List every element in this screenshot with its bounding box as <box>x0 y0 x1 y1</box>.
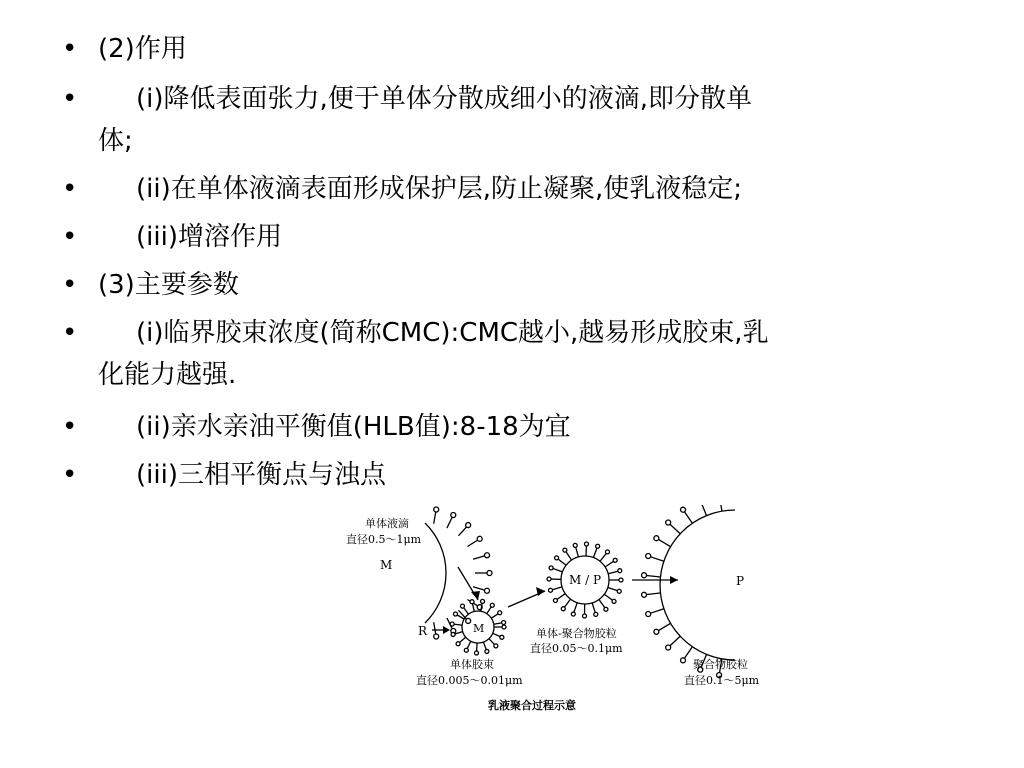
droplet-size: 直径0.5～1μm <box>346 533 422 546</box>
surfactant-head-icon <box>646 554 651 559</box>
surfactant-head-icon <box>654 536 659 541</box>
surfactant-tail <box>473 556 485 559</box>
surfactant-tail <box>460 637 466 642</box>
surfactant-tail <box>557 594 565 600</box>
surfactant-head-icon <box>477 536 482 541</box>
surfactant-tail <box>647 593 661 595</box>
bullet-marker: • <box>62 222 78 252</box>
surfactant-tail <box>552 587 562 590</box>
p-symbol: P <box>736 574 745 588</box>
surfactant-tail <box>599 600 605 608</box>
surfactant-head-icon <box>549 566 553 570</box>
emulsion-polymerization-diagram <box>340 505 790 720</box>
surfactant-head-icon <box>561 607 565 611</box>
bullet-text: (2)作用 <box>98 34 187 64</box>
bullet-marker: • <box>62 412 78 442</box>
surfactant-head-icon <box>451 632 455 636</box>
bullet-marker: • <box>62 174 78 204</box>
arrowhead-icon <box>471 591 480 600</box>
mp-label: 单体-聚合物胶粒 <box>536 627 617 640</box>
surfactant-head-icon <box>642 592 647 597</box>
surfactant-tail <box>659 539 671 546</box>
surfactant-head-icon <box>547 577 551 581</box>
arrowhead-icon <box>670 576 678 584</box>
micelle-size: 直径0.005～0.01μm <box>416 674 523 687</box>
bullet-marker: • <box>62 34 78 64</box>
surfactant-head-icon <box>584 542 588 546</box>
surfactant-head-icon <box>470 600 474 604</box>
surfactant-head-icon <box>485 588 490 593</box>
surfactant-head-icon <box>485 649 489 653</box>
bullet-text: (ii)亲水亲油平衡值(HLB值):8-18为宜 <box>136 412 571 442</box>
surfactant-head-icon <box>498 611 502 615</box>
surfactant-tail <box>593 548 597 557</box>
surfactant-head-icon <box>619 578 623 582</box>
surfactant-head-icon <box>604 607 608 611</box>
surfactant-tail <box>434 512 436 524</box>
surfactant-head-icon <box>646 611 651 616</box>
droplet-symbol: M <box>380 558 393 572</box>
surfactant-tail <box>592 603 595 613</box>
surfactant-tail <box>651 609 664 613</box>
surfactant-head-icon <box>654 629 659 634</box>
bullet-text: (iii)增溶作用 <box>136 222 282 252</box>
surfactant-tail <box>670 524 680 534</box>
arrowhead-icon <box>443 626 450 634</box>
monomer-droplet-arc <box>425 523 446 623</box>
surfactant-tail <box>564 599 570 607</box>
bullet-text-continuation: 体; <box>98 126 133 156</box>
surfactant-tail <box>605 561 613 566</box>
surfactant-tail <box>493 633 500 636</box>
surfactant-head-icon <box>453 612 457 616</box>
surfactant-tail <box>483 642 486 650</box>
surfactant-tail <box>458 527 466 536</box>
surfactant-tail <box>473 587 485 590</box>
surfactant-head-icon <box>502 625 506 629</box>
surfactant-head-icon <box>583 614 587 618</box>
surfactant-head-icon <box>563 548 567 552</box>
surfactant-tail <box>576 547 579 557</box>
surfactant-head-icon <box>642 573 647 578</box>
surfactant-head-icon <box>466 523 471 528</box>
surfactant-tail <box>491 614 498 618</box>
surfactant-tail <box>684 512 692 524</box>
p-size: 直径0.1～5μm <box>684 674 760 687</box>
surfactant-head-icon <box>606 550 610 554</box>
surfactant-tail <box>454 624 462 625</box>
surfactant-head-icon <box>464 648 468 652</box>
surfactant-tail <box>558 559 566 565</box>
surfactant-tail <box>670 636 680 646</box>
surfactant-tail <box>608 571 618 574</box>
surfactant-tail <box>566 552 572 560</box>
surfactant-head-icon <box>434 507 439 512</box>
surfactant-head-icon <box>490 603 494 607</box>
surfactant-head-icon <box>474 651 478 655</box>
bullet-marker: • <box>62 460 78 490</box>
droplet-surfactants <box>434 507 492 639</box>
surfactant-head-icon <box>681 658 686 663</box>
surfactant-head-icon <box>487 571 492 576</box>
micelle-symbol: M <box>473 622 485 635</box>
surfactant-tail <box>447 517 452 528</box>
surfactant-head-icon <box>451 513 456 518</box>
bullet-text: (3)主要参数 <box>98 270 239 300</box>
surfactant-tail <box>494 623 502 624</box>
bullet-text: (iii)三相平衡点与浊点 <box>136 460 386 490</box>
surfactant-head-icon <box>612 599 616 603</box>
surfactant-head-icon <box>460 604 464 608</box>
bullet-marker: • <box>62 318 78 348</box>
r-label: R <box>418 624 428 638</box>
surfactant-head-icon <box>666 645 671 650</box>
bullet-marker: • <box>62 84 78 114</box>
surfactant-head-icon <box>456 642 460 646</box>
surfactant-head-icon <box>481 599 485 603</box>
surfactant-head-icon <box>555 556 559 560</box>
droplet-label: 单体液滴 <box>365 517 409 530</box>
surfactant-head-icon <box>571 612 575 616</box>
bullet-text: (i)临界胶束浓度(简称CMC):CMC越小,越易形成胶束,乳 <box>136 318 769 348</box>
surfactant-head-icon <box>681 507 686 512</box>
surfactant-tail <box>434 622 436 634</box>
surfactant-head-icon <box>502 620 506 624</box>
surfactant-tail <box>467 540 477 546</box>
diagram-caption: 乳液聚合过程示意 <box>488 699 576 712</box>
surfactant-tail <box>574 603 577 612</box>
mp-size: 直径0.05～0.1μm <box>530 642 623 655</box>
surfactant-head-icon <box>613 558 617 562</box>
surfactant-head-icon <box>500 635 504 639</box>
surfactant-head-icon <box>434 634 439 639</box>
polymer-surfactants <box>642 505 722 678</box>
micelle-label: 单体胶束 <box>450 658 494 671</box>
polymer-particle-arc <box>660 510 735 660</box>
surfactant-head-icon <box>485 553 490 558</box>
surfactant-head-icon <box>618 569 622 573</box>
bullet-text: (ii)在单体液滴表面形成保护层,防止凝聚,使乳液稳定; <box>136 174 743 204</box>
surfactant-head-icon <box>596 544 600 548</box>
surfactant-head-icon <box>594 612 598 616</box>
surfactant-tail <box>467 641 471 648</box>
surfactant-head-icon <box>548 588 552 592</box>
bullet-text-continuation: 化能力越强. <box>98 360 237 390</box>
surfactant-tail <box>472 604 474 612</box>
surfactant-head-icon <box>466 618 471 623</box>
surfactant-tail <box>651 557 664 561</box>
surfactant-tail <box>489 639 494 645</box>
surfactant-tail <box>600 553 606 561</box>
surfactant-tail <box>604 594 612 600</box>
surfactant-tail <box>608 587 618 590</box>
surfactant-tail <box>659 623 671 630</box>
surfactant-head-icon <box>617 589 621 593</box>
surfactant-head-icon <box>553 599 557 603</box>
p-label: 聚合物胶粒 <box>693 658 748 671</box>
mp-symbol: M / P <box>569 573 602 587</box>
surfactant-head-icon <box>494 644 498 648</box>
surfactant-head-icon <box>666 520 671 525</box>
surfactant-head-icon <box>573 543 577 547</box>
surfactant-tail <box>464 608 469 614</box>
surfactant-tail <box>553 569 562 572</box>
surfactant-tail <box>684 647 692 659</box>
surfactant-tail <box>701 505 706 516</box>
surfactant-head-icon <box>450 622 454 626</box>
bullet-marker: • <box>62 270 78 300</box>
bullet-text: (i)降低表面张力,便于单体分散成细小的液滴,即分散单 <box>136 84 753 114</box>
surfactant-tail <box>647 575 661 577</box>
surfactant-tail <box>720 505 722 511</box>
surfactant-tail <box>487 607 491 614</box>
